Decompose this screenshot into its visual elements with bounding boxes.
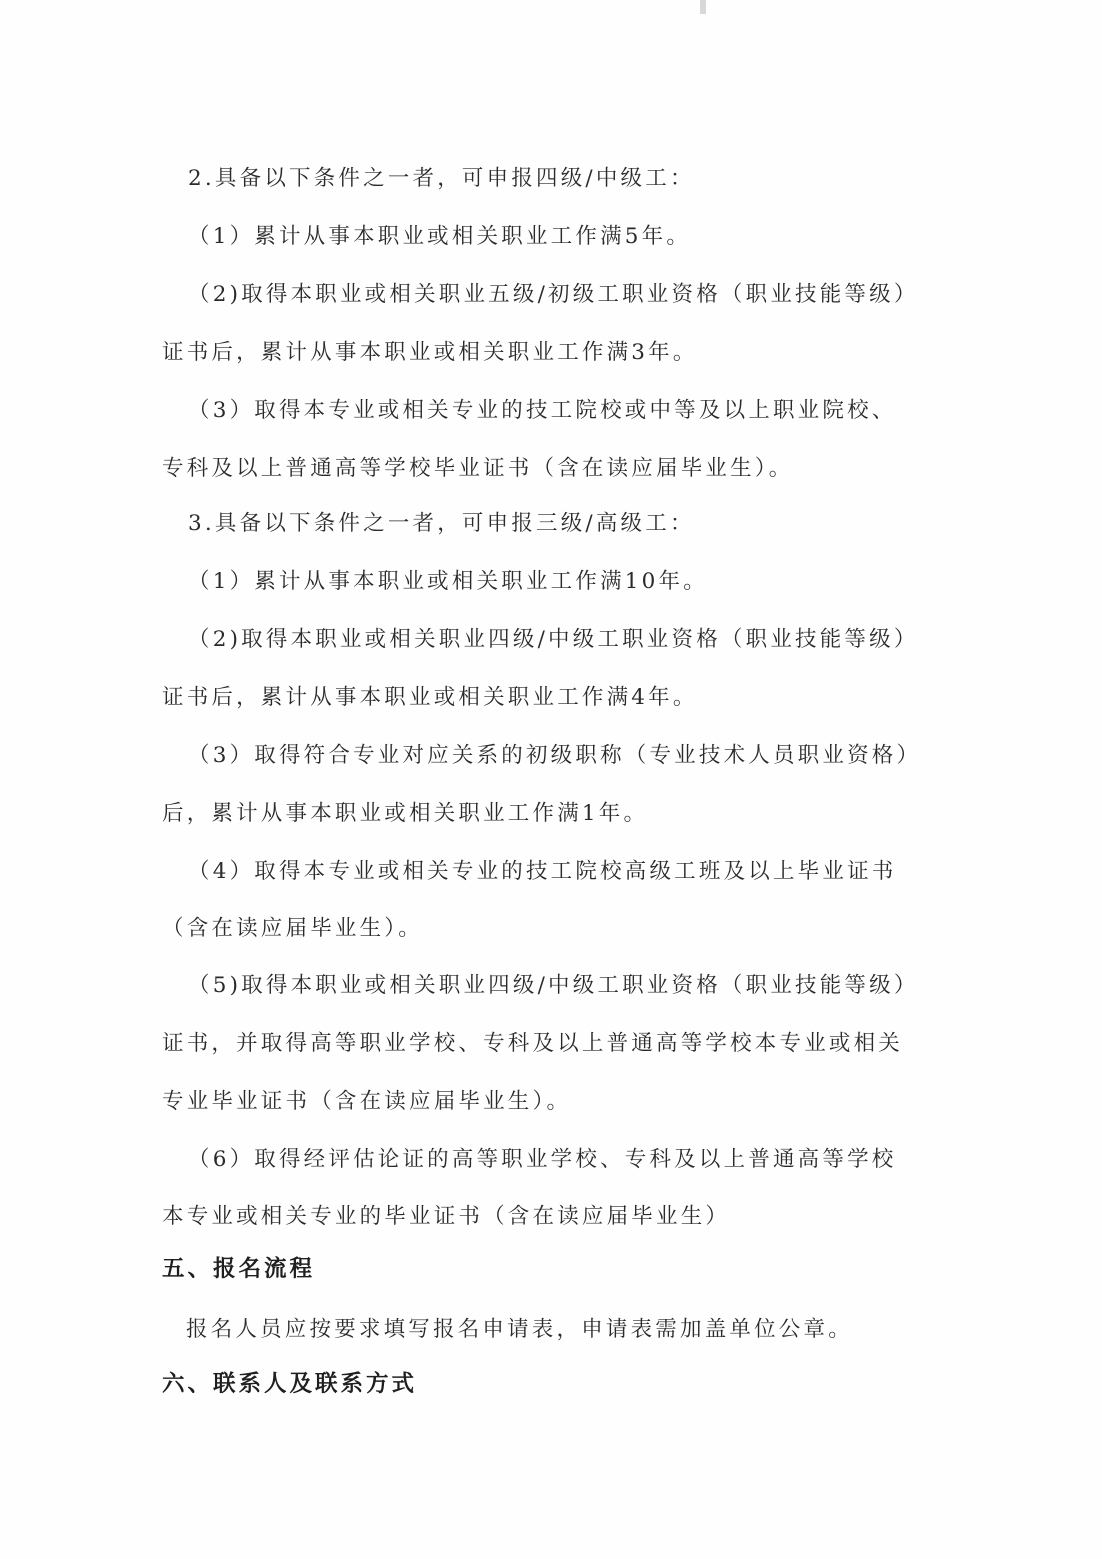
condition-level3-item5: （5)取得本职业或相关职业四级/中级工职业资格（职业技能等级） <box>188 973 919 998</box>
condition-level3-item5-cont2: 专业毕业证书（含在读应届毕业生）。 <box>162 1089 572 1114</box>
condition-level3-item3: （3）取得符合专业对应关系的初级职称（专业技术人员职业资格） <box>188 743 922 768</box>
condition-level3-item6-cont: 本专业或相关专业的毕业证书（含在读应届毕业生） <box>162 1204 731 1229</box>
condition-level3-item3-cont: 后，累计从事本职业或相关职业工作满1年。 <box>162 801 649 826</box>
condition-level3-item5-cont1: 证书，并取得高等职业学校、专科及以上普通高等学校本专业或相关 <box>162 1031 904 1056</box>
scan-artifact <box>700 0 706 14</box>
condition-level4-item1: （1）累计从事本职业或相关职业工作满5年。 <box>188 224 692 249</box>
condition-level4-item3-cont: 专科及以上普通高等学校毕业证书（含在读应届毕业生）。 <box>162 456 794 481</box>
condition-level3-item2-cont: 证书后，累计从事本职业或相关职业工作满4年。 <box>162 685 698 710</box>
registration-paragraph: 报名人员应按要求填写报名申请表，申请表需加盖单位公章。 <box>186 1317 853 1342</box>
condition-level4-item2: （2)取得本职业或相关职业五级/初级工职业资格（职业技能等级） <box>188 282 919 307</box>
condition-level3-item4-cont: （含在读应届毕业生）。 <box>162 916 423 941</box>
condition-level4-item2-cont: 证书后，累计从事本职业或相关职业工作满3年。 <box>162 340 698 365</box>
condition-level3-item4: （4）取得本专业或相关专业的技工院校高级工班及以上毕业证书 <box>188 859 897 884</box>
section-heading-contact: 六、联系人及联系方式 <box>162 1371 418 1397</box>
condition-level3-item1: （1）累计从事本职业或相关职业工作满10年。 <box>188 569 708 594</box>
section-heading-registration: 五、报名流程 <box>162 1256 316 1282</box>
condition-level3-item6: （6）取得经评估论证的高等职业学校、专科及以上普通高等学校 <box>188 1147 897 1172</box>
condition-level3-intro: 3.具备以下条件之一者，可申报三级/高级工： <box>188 511 695 536</box>
condition-level4-item3: （3）取得本专业或相关专业的技工院校或中等及以上职业院校、 <box>188 398 897 423</box>
condition-level4-intro: 2.具备以下条件之一者，可申报四级/中级工： <box>188 166 695 191</box>
condition-level3-item2: （2)取得本职业或相关职业四级/中级工职业资格（职业技能等级） <box>188 627 919 652</box>
